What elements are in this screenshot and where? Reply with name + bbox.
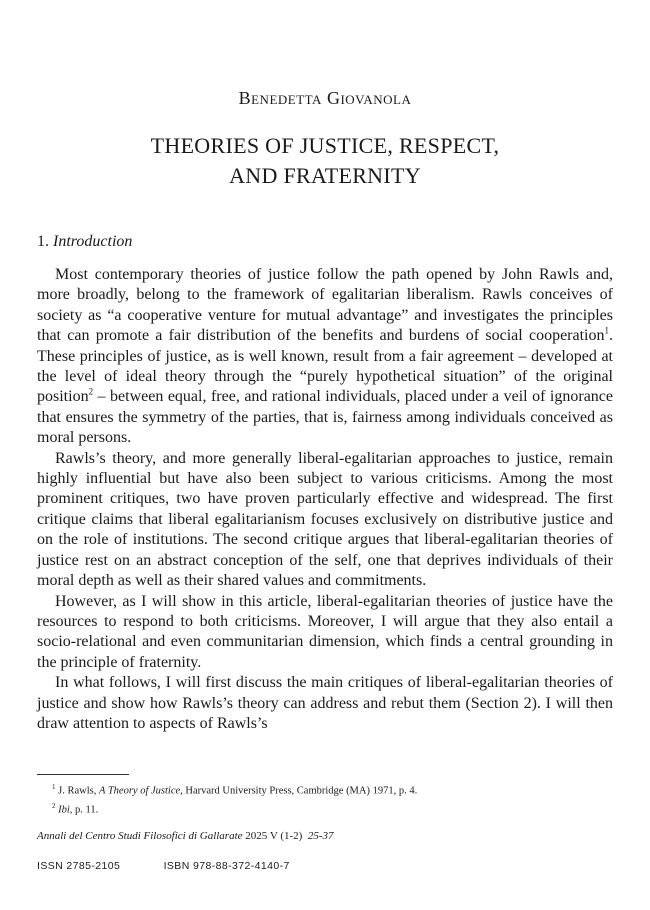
footnote-2 — [52, 799, 612, 818]
paragraph-1 — [37, 265, 613, 449]
footnote-1 — [52, 780, 612, 799]
isbn: ISBN 978-88-372-4140-7 — [163, 860, 290, 872]
body-text — [37, 265, 613, 734]
footnote-ref-1[interactable]: 1 — [604, 325, 609, 336]
footnote-ref-2[interactable]: 2 — [88, 387, 94, 398]
section-title: Introduction — [53, 233, 133, 250]
author-name: Benedetta Giovanola — [238, 88, 412, 108]
footnote-2-post: , p. 11. — [69, 804, 99, 815]
article-title — [0, 131, 650, 191]
journal-volume: 2025 V (1-2) — [245, 830, 303, 842]
journal-citation — [37, 830, 334, 842]
paragraph-4: In what follows, I will first discuss the main critiques of liberal-egalitarian theories of justice and show how Rawls’s theory can address and rebut them (Section 2). I will then draw attention to aspects of Rawls’s — [37, 674, 613, 732]
section-number: 1. — [37, 233, 49, 250]
journal-name: Annali del Centro Studi Filosofici di Gallarate — [37, 830, 243, 842]
journal-pages: 25-37 — [307, 830, 334, 842]
footnote-1-pre: J. Rawls, — [58, 785, 99, 797]
title-line-1: THEORIES OF JUSTICE, RESPECT, — [150, 133, 500, 158]
section-heading — [37, 233, 132, 251]
title-line-2: AND FRATERNITY — [229, 163, 421, 188]
footnote-1-number: 1 — [52, 783, 56, 791]
footnotes — [52, 780, 612, 817]
footnote-divider — [37, 774, 129, 775]
footnote-1-post: , Harvard University Press, Cambridge (MA) 1971, p. 4. — [180, 785, 418, 797]
paragraph-1-part-3: – between equal, free, and rational individuals, placed under a veil of ignorance that ensures the symmetry of the parties, that is, fairness among individuals conceived as moral persons. — [37, 388, 613, 447]
paragraph-1-part-1: Most contemporary theories of justice follow the path opened by John Rawls and, more broadly, belong to the framework of egalitarian liberalism. Rawls conceives of society as “a cooperative venture for mutual advantage” and investigates the principles that can promote a fair distribution of the benefits and burdens of social cooperation — [37, 266, 613, 345]
paragraph-1-part-2: . These principles of justice, as is well known, result from a fair agreement – developed at the level of ideal theory through the “purely hypothetical situation” of the original position — [37, 327, 613, 406]
issn: ISSN 2785-2105 — [37, 860, 121, 872]
footnote-2-number: 2 — [52, 801, 56, 810]
footnote-2-work: Ibi — [58, 804, 70, 815]
identifier-line — [37, 860, 290, 872]
footnote-1-work: A Theory of Justice — [98, 785, 181, 797]
paragraph-3: However, as I will show in this article, liberal-egalitarian theories of justice have the resources to respond to both criticisms. Moreover, I will argue that they also entail a socio-relational and even communitarian dimension, which finds a central grounding in the principle of fraternity. — [37, 592, 613, 671]
paragraph-2: Rawls’s theory, and more generally liberal-egalitarian approaches to justice, remain highly influential but have also been subject to various criticisms. Among the most prominent critiques, two have proven particularly effective and widespread. The first critique claims that liberal egalitarianism focuses exclusively on distributive justice and on the role of institutions. The second critique argues that liberal-egalitarian theories of justice rest on an abstract conception of the self, one that deprives individuals of their moral depth as well as their shared values and commitments. — [37, 449, 613, 590]
